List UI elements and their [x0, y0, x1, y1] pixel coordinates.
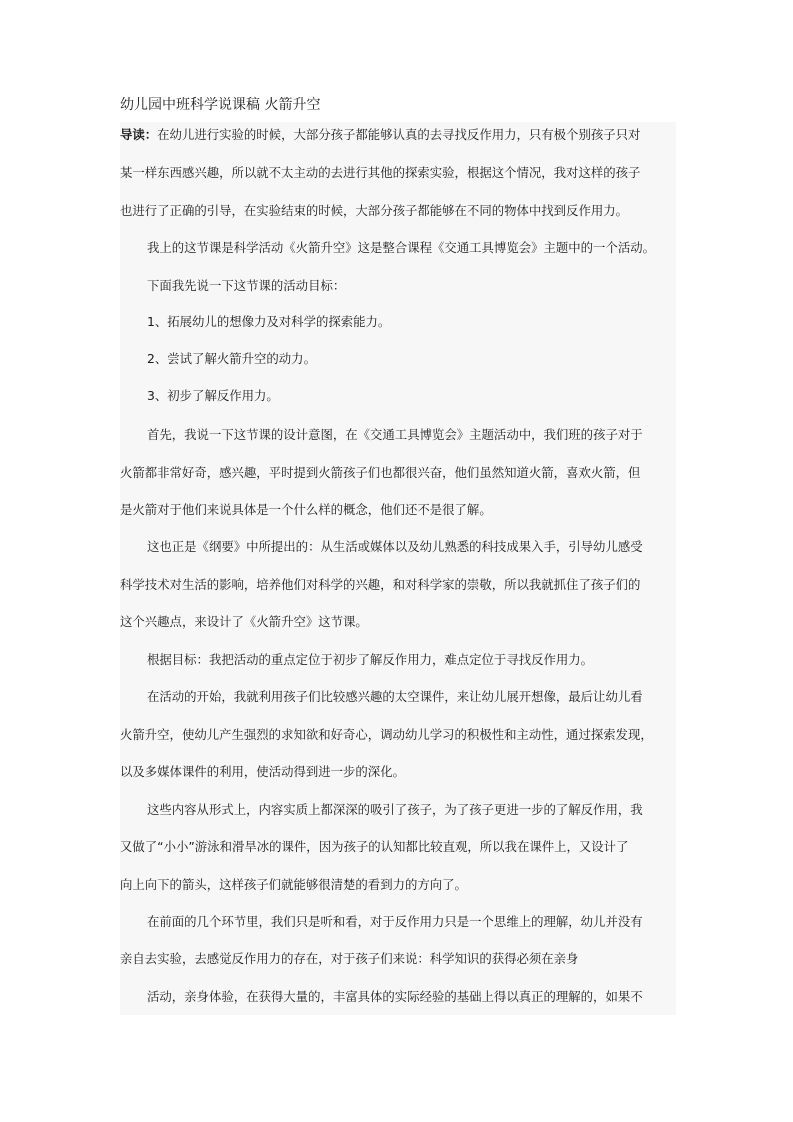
paragraph-line: 科学技术对生活的影响，培养他们对科学的兴趣，和对科学家的崇敬，所以我就抓住了孩子们的 — [120, 577, 641, 592]
paragraph-line: 以及多媒体课件的利用，使活动得到进一步的深化。 — [120, 764, 405, 779]
list-item: 3、初步了解反作用力。 — [147, 388, 279, 403]
paragraph-line: 也进行了正确的引导，在实验结束的时候，大部分孩子都能够在不同的物体中找到反作用力。 — [120, 203, 629, 218]
paragraph-line: 活动，亲身体验，在获得大量的，丰富具体的实际经验的基础上得以真正的理解的，如果不 — [147, 989, 643, 1004]
paragraph-line: 在活动的开始，我就利用孩子们比较感兴趣的太空课件，来让幼儿展开想像，最后让幼儿看 — [147, 689, 643, 704]
paragraph-line: 这也正是《纲要》中所提出的：从生活或媒体以及幼儿熟悉的科技成果入手，引导幼儿感受 — [147, 539, 643, 554]
paragraph-line: 我上的这节课是科学活动《火箭升空》这是整合课程《交通工具博览会》主题中的一个活动。 — [147, 240, 656, 255]
paragraph-line: 这些内容从形式上，内容实质上都深深的吸引了孩子，为了孩子更进一步的了解反作用，我 — [147, 802, 643, 817]
list-item: 2、尝试了解火箭升空的动力。 — [147, 351, 316, 366]
paragraph-line: 向上向下的箭头，这样孩子们就能够很清楚的看到力的方向了。 — [120, 877, 467, 892]
paragraph-line: 下面我先说一下这节课的活动目标： — [147, 278, 346, 293]
paragraph-line: 火箭升空，使幼儿产生强烈的求知欲和好奇心，调动幼儿学习的积极性和主动性，通过探索发现， — [120, 727, 653, 742]
document-title: 幼儿园中班科学说课稿 火箭升空 — [120, 97, 321, 113]
list-item: 1、拓展幼儿的想像力及对科学的探索能力。 — [147, 314, 391, 329]
paragraph-line: 又做了“小小”游泳和滑旱冰的课件，因为孩子的认知都比较直观，所以我在课件上，又设计了 — [120, 839, 629, 854]
paragraph-line: 根据目标：我把活动的重点定位于初步了解反作用力，难点定位于寻找反作用力。 — [147, 652, 594, 667]
paragraph-line: 亲自去实验，去感觉反作用力的存在，对于孩子们来说：科学知识的获得必须在亲身 — [120, 951, 579, 966]
paragraph-line: 在前面的几个环节里，我们只是听和看，对于反作用力只是一个思维上的理解，幼儿并没有 — [147, 914, 643, 929]
document-body — [120, 122, 676, 1015]
paragraph-line: 首先，我说一下这节课的设计意图，在《交通工具博览会》主题活动中，我们班的孩子对于 — [147, 427, 643, 442]
paragraph-line: 是火箭对于他们来说具体是一个什么样的概念，他们还不是很了解。 — [120, 502, 492, 517]
paragraph-line: 这个兴趣点，来设计了《火箭升空》这节课。 — [120, 614, 368, 629]
paragraph-line: 火箭都非常好奇，感兴趣，平时提到火箭孩子们也都很兴奋，他们虽然知道火箭，喜欢火箭，但 — [120, 465, 641, 480]
paragraph-line: 某一样东西感兴趣，所以就不太主动的去进行其他的探索实验，根据这个情况，我对这样的孩子 — [120, 165, 641, 180]
lead-label: 导读： — [120, 127, 158, 142]
paragraph-line: 导读：在幼儿进行实验的时候，大部分孩子都能够认真的去寻找反作用力，只有极个别孩子只对 — [120, 127, 641, 142]
